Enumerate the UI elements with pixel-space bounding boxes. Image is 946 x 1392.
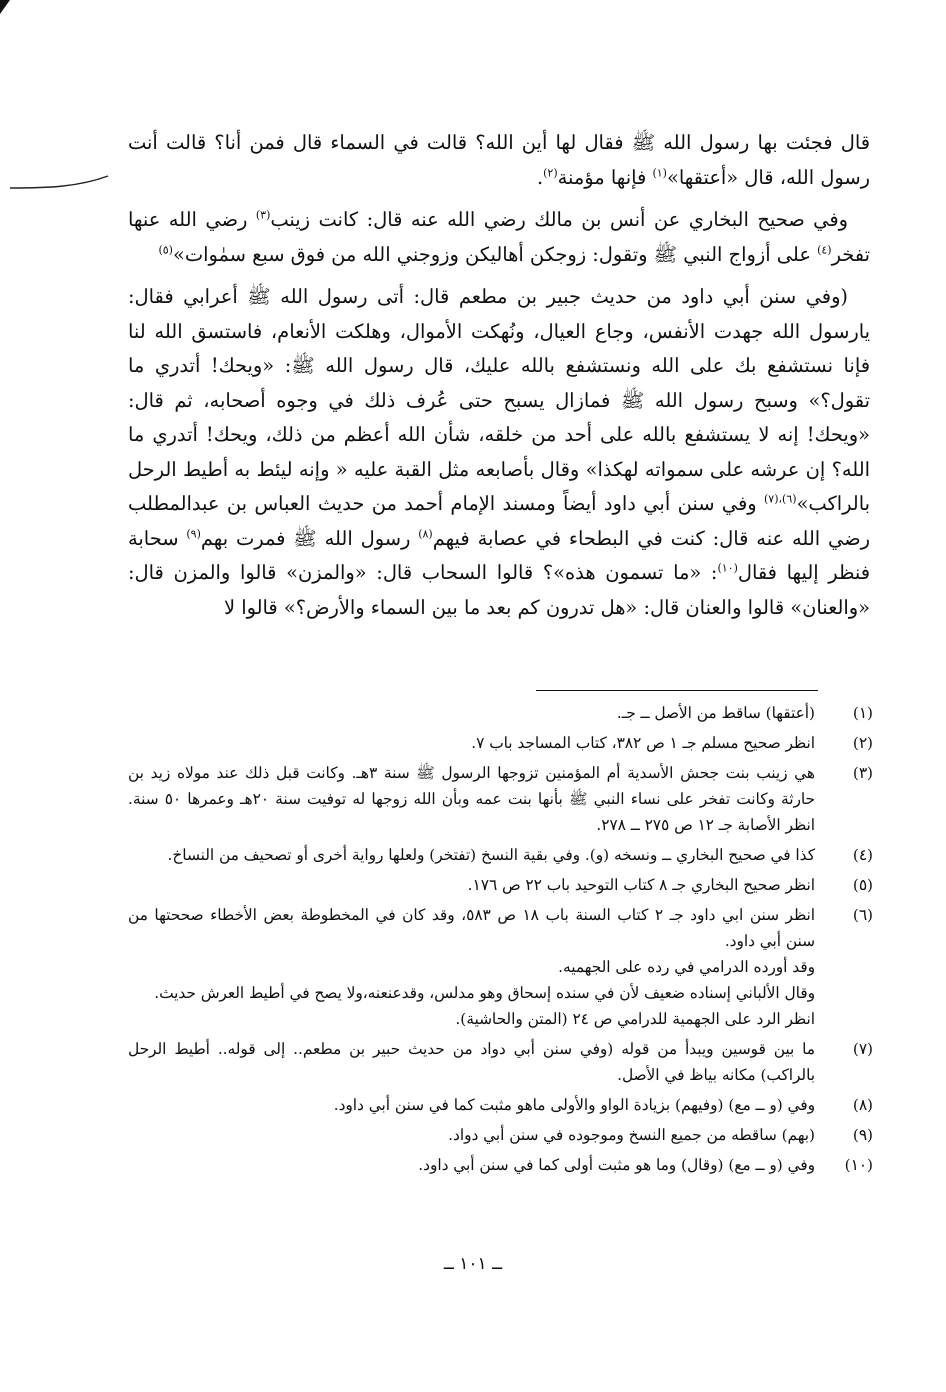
corner-crop-mark bbox=[0, 0, 10, 14]
footnote-number: (٢) bbox=[852, 734, 873, 752]
footnote-text bbox=[128, 700, 815, 726]
footnote-text bbox=[128, 902, 815, 1032]
footnote-number: (٩) bbox=[852, 1126, 873, 1144]
footnote-item bbox=[128, 842, 873, 868]
footnote-reference: (٣) bbox=[255, 208, 271, 222]
footnote-item bbox=[128, 1152, 873, 1178]
footnote-line: انظر سنن ابي داود جـ ٢ كتاب السنة باب ١٨ ص ٥٨٣، وقد كان في المخطوطة بعض الأخطاء صححتها من سنن أبي داود. bbox=[128, 906, 816, 950]
footnote-item bbox=[128, 1036, 873, 1088]
footnotes-section bbox=[128, 700, 873, 1182]
paragraph-text: . bbox=[536, 165, 544, 189]
margin-pen-stroke bbox=[8, 170, 118, 200]
footnote-number: (٨) bbox=[852, 1096, 873, 1114]
footnote-text bbox=[128, 1152, 815, 1178]
footnote-reference: (٩) bbox=[186, 527, 201, 541]
footnote-line: انظر صحيح مسلم جـ ١ ص ٣٨٢، كتاب المساجد باب ٧. bbox=[471, 734, 815, 752]
paragraph-text: رسول الله ﷺ فمرت بهم bbox=[200, 526, 419, 550]
footnote-line: كذا في صحيح البخاري ــ ونسخه (و). وفي بقية النسخ (تفتخر) ولعلها رواية أخرى أو تصحيف من النساخ. bbox=[167, 846, 815, 864]
footnote-number: (٣) bbox=[852, 764, 873, 782]
footnote-line: هي زينب بنت جحش الأسدية أم المؤمنين تزوجها الرسول ﷺ سنة ٣هـ. وكانت قبل ذلك عند مولاه زيد بن حارثة وكانت تفخر على نساء النبي ﷺ بأنها بنت عمه وبأن الله زوجها له توفيت سنة ٢٠هـ وعمرها ٥٠ سنة. انظر الأصابة جـ ١٢ ص ٢٧٥ ــ ٢٧٨. bbox=[128, 764, 816, 834]
paragraph-text: رضي الله عنها تفخر bbox=[128, 208, 870, 266]
footnote-reference: (٤) bbox=[817, 243, 832, 257]
body-paragraph bbox=[128, 280, 870, 625]
footnote-line: (بهم) ساقطه من جميع النسخ وموجوده في سنن أبي دواد. bbox=[448, 1126, 815, 1144]
footnote-text bbox=[128, 842, 815, 868]
footnote-number: (٥) bbox=[852, 876, 873, 894]
footnote-reference: (١) bbox=[652, 166, 667, 180]
footnote-number: (٧) bbox=[852, 1040, 873, 1058]
footnote-text bbox=[128, 872, 815, 898]
footnote-item bbox=[128, 700, 873, 726]
paragraph-text: على أزواج النبي ﷺ وتقول: زوجكن أهاليكن وزوجني الله من فوق سبع سمٰوات» bbox=[172, 242, 818, 266]
footnote-line: وفي (و ــ مع) (وفيهم) بزيادة الواو والأولى ماهو مثبت كما في سنن أبي داود. bbox=[333, 1096, 815, 1114]
footnote-line: وقال الألباني إسناده ضعيف لأن في سنده إسحاق وهو مدلس، وقدعنعنه،ولا يصح في أطيط العرش حديث. bbox=[154, 984, 815, 1002]
footnote-item bbox=[128, 760, 873, 838]
footnote-item bbox=[128, 902, 873, 1032]
footnote-line: وفي (و ــ مع) (وقال) وما هو مثبت أولى كما في سنن أبي داود. bbox=[418, 1156, 815, 1174]
footnote-line: ما بين قوسين ويبدأ من قوله (وفي سنن أبي دواد من حديث حبير بن مطعم.. إلى قوله.. أطيط الرحل بالراكب) مكانه بياظ في الأصل. bbox=[128, 1040, 815, 1084]
footnote-text bbox=[128, 1092, 815, 1118]
footnote-reference: (٢) bbox=[543, 166, 558, 180]
body-paragraph bbox=[128, 126, 870, 195]
footnote-number: (١٠) bbox=[844, 1156, 873, 1174]
footnote-line: وقد أورده الدرامي في رده على الجهميه. bbox=[558, 958, 815, 976]
main-body-text bbox=[128, 126, 870, 625]
paragraph-text: : «ما تسمون هذه»؟ قالوا السحاب قال: «والمزن» قالوا والمزن قال: «والعنان» قالوا والعنان قال: «هل تدرون كم بعد ما بين السماء والأرض؟» قالوا لا bbox=[128, 561, 870, 619]
footnote-reference: (٨) bbox=[418, 527, 433, 541]
footnote-text bbox=[128, 1036, 815, 1088]
footnote-item bbox=[128, 730, 873, 756]
footnote-number: (٦) bbox=[852, 906, 873, 924]
paragraph-text: (وفي سنن أبي داود من حديث جبير بن مطعم قال: أتى رسول الله ﷺ أعرابي فقال: يارسول الله جهدت الأنفس، وجاع العيال، ونُهكت الأموال، وهلكت الأنعام، فاستسق الله لنا فإنا نستشفع بك على الله ونستشفع بالله عليك، قال رسول الله ﷺ: «ويحك! أتدري ما تقول؟» وسبح رسول الله ﷺ فمازال يسبح حتى عُرف ذلك في وجوه أصحابه، ثم قال: «ويحك! إنه لا يستشفع بالله على أحد من خلقه، شأن الله أعظم من ذلك، ويحك! أتدري ما الله؟ إن عرشه على سمواته لهكذا» وقال بأصابعه مثل القبة عليه « وإنه ليئط به أطيط الرحل بالراكب» bbox=[128, 285, 870, 515]
footnote-line: (أعتقها) ساقط من الأصل ــ جـ. bbox=[616, 704, 815, 722]
footnote-text bbox=[128, 1122, 815, 1148]
footnote-item bbox=[128, 1092, 873, 1118]
footnote-reference: (٦)،(٧) bbox=[763, 492, 797, 506]
footnote-item bbox=[128, 1122, 873, 1148]
footnote-text bbox=[128, 730, 815, 756]
paragraph-text: وفي سنن أبي داود أيضاً ومسند الإمام أحمد من حديث العباس بن عبدالمطلب رضي الله عنه قال: كنت في البطحاء في عصابة فيهم bbox=[128, 492, 870, 550]
page-number: ــ ١٠١ ــ bbox=[443, 1254, 503, 1274]
body-paragraph bbox=[128, 203, 870, 272]
footnote-line: انظر الرد على الجهمية للدرامي ص ٢٤ (المتن والحاشية). bbox=[455, 1010, 815, 1028]
paragraph-text: وفي صحيح البخاري عن أنس بن مالك رضي الله عنه قال: كانت زينب bbox=[270, 208, 848, 231]
paragraph-text: قال فجئت بها رسول الله ﷺ فقال لها أين الله؟ قالت في السماء قال فمن أنا؟ قالت أنت رسول الله، قال «أعتقها» bbox=[128, 131, 870, 189]
footnote-line: انظر صحيح البخاري جـ ٨ كتاب التوحيد باب ٢٢ ص ١٧٦. bbox=[467, 876, 815, 894]
paragraph-text: فإنها مؤمنة bbox=[557, 165, 653, 189]
footnote-reference: (٥) bbox=[158, 243, 173, 257]
footnote-separator bbox=[536, 690, 818, 691]
footnote-number: (٤) bbox=[852, 846, 873, 864]
footnote-text bbox=[128, 760, 815, 838]
footnote-reference: (١٠) bbox=[717, 561, 738, 575]
paragraph-text: سحابة فنظر إليها فقال bbox=[128, 526, 871, 584]
footnote-item bbox=[128, 872, 873, 898]
footnote-number: (١) bbox=[852, 704, 873, 722]
